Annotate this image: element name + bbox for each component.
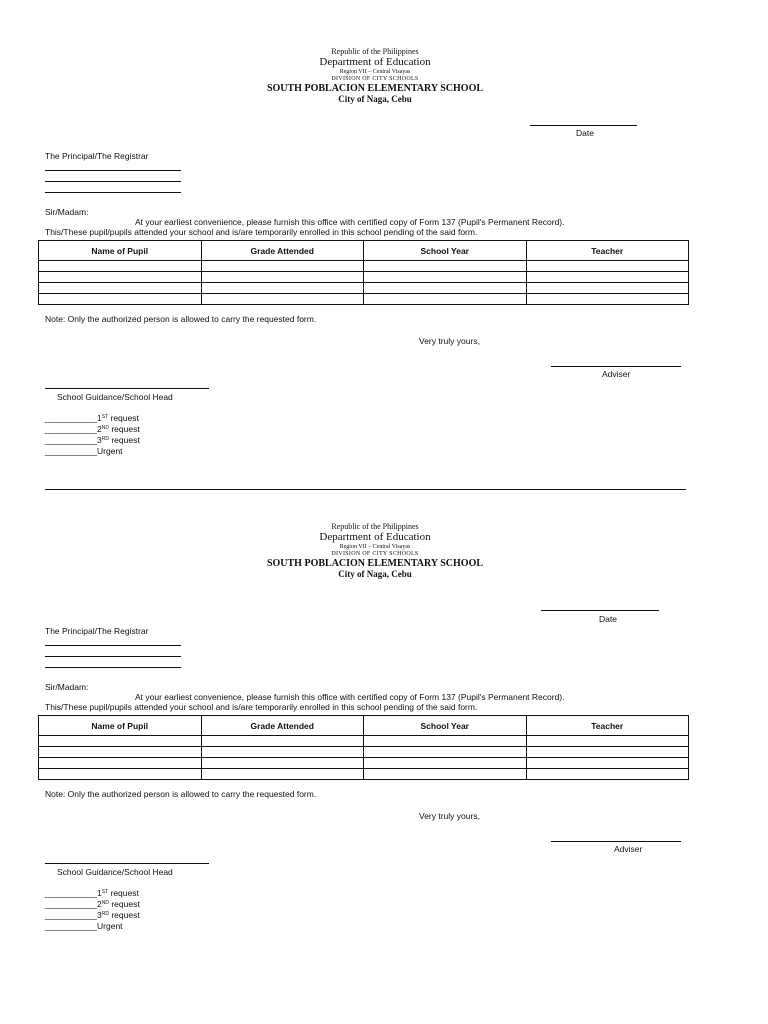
- request-1[interactable]: ___________1ST request: [45, 413, 139, 423]
- body-line-1: At your earliest convenience, please furnish this office with certified copy of Form 137 (Pupil's Permanent Record).: [135, 217, 565, 227]
- request-urgent[interactable]: ___________Urgent: [45, 446, 123, 456]
- header-school: SOUTH POBLACION ELEMENTARY SCHOOL: [266, 83, 484, 94]
- addressee-line-2[interactable]: [45, 656, 181, 657]
- request-1-sup: ST: [101, 414, 109, 420]
- guidance-label: School Guidance/School Head: [57, 392, 173, 402]
- table-cell[interactable]: [39, 261, 202, 272]
- header-school: SOUTH POBLACION ELEMENTARY SCHOOL: [266, 558, 484, 569]
- col-grade-attended: Grade Attended: [201, 241, 364, 261]
- adviser-signature-line[interactable]: [551, 841, 681, 842]
- request-2-text: request: [108, 424, 140, 434]
- request-1-num: 1: [97, 888, 102, 898]
- adviser-label: Adviser: [602, 369, 631, 379]
- table-row[interactable]: [39, 769, 689, 780]
- table-row[interactable]: [39, 272, 689, 283]
- table-row[interactable]: [39, 283, 689, 294]
- request-urgent[interactable]: ___________Urgent: [45, 921, 123, 931]
- body-paragraph: [45, 217, 705, 237]
- request-urgent-text: Urgent: [97, 921, 123, 931]
- table-cell[interactable]: [364, 758, 527, 769]
- table-row[interactable]: [39, 758, 689, 769]
- col-name-of-pupil: Name of Pupil: [39, 241, 202, 261]
- addressee-line-3[interactable]: [45, 192, 181, 193]
- table-row[interactable]: [39, 747, 689, 758]
- pupils-table: [38, 715, 689, 780]
- date-blank[interactable]: [541, 610, 659, 611]
- addressee-line-3[interactable]: [45, 667, 181, 668]
- pupils-table: [38, 240, 689, 305]
- request-1-text: request: [108, 888, 139, 898]
- table-cell[interactable]: [364, 747, 527, 758]
- table-cell[interactable]: [39, 272, 202, 283]
- table-cell[interactable]: [364, 294, 527, 305]
- request-2-text: request: [108, 899, 140, 909]
- body-line-2: This/These pupil/pupils attended your school and is/are temporarily enrolled in this school pending of the said form.: [45, 227, 478, 237]
- table-cell[interactable]: [39, 769, 202, 780]
- request-1[interactable]: ___________1ST request: [45, 888, 139, 898]
- table-cell[interactable]: [526, 261, 689, 272]
- request-3-text: request: [108, 910, 140, 920]
- request-1-num: 1: [97, 413, 102, 423]
- addressee: The Principal/The Registrar: [45, 626, 149, 636]
- date-label: Date: [599, 614, 617, 624]
- header-department: Department of Education: [319, 56, 431, 68]
- table-cell[interactable]: [526, 294, 689, 305]
- table-cell[interactable]: [364, 272, 527, 283]
- note: Note: Only the authorized person is allowed to carry the requested form.: [45, 789, 317, 799]
- closing: Very truly yours,: [419, 811, 480, 821]
- salutation: Sir/Madam:: [45, 207, 89, 217]
- request-1-sup: ST: [101, 889, 109, 895]
- addressee-line-2[interactable]: [45, 181, 181, 182]
- request-2-num: 2: [97, 899, 102, 909]
- table-cell[interactable]: [364, 283, 527, 294]
- table-cell[interactable]: [364, 261, 527, 272]
- table-cell[interactable]: [526, 272, 689, 283]
- table-header-row: [39, 716, 689, 736]
- table-row[interactable]: [39, 736, 689, 747]
- guidance-signature-line[interactable]: [45, 863, 209, 864]
- header-division: DIVISION OF CITY SCHOOLS: [331, 551, 419, 557]
- body-paragraph: [45, 692, 705, 712]
- request-3-sup: RD: [101, 911, 109, 917]
- col-school-year: School Year: [364, 241, 527, 261]
- request-2-sup: ND: [101, 425, 109, 431]
- adviser-label: Adviser: [614, 844, 643, 854]
- body-line-2: This/These pupil/pupils attended your school and is/are temporarily enrolled in this school pending of the said form.: [45, 702, 478, 712]
- table-cell[interactable]: [526, 769, 689, 780]
- addressee-line-1[interactable]: [45, 170, 181, 171]
- table-cell[interactable]: [201, 736, 364, 747]
- header-region: Region VII – Central Visayas: [339, 69, 411, 75]
- table-cell[interactable]: [201, 769, 364, 780]
- addressee-line-1[interactable]: [45, 645, 181, 646]
- request-3-sup: RD: [101, 436, 109, 442]
- table-row[interactable]: [39, 261, 689, 272]
- table-cell[interactable]: [39, 283, 202, 294]
- col-grade-attended: Grade Attended: [201, 716, 364, 736]
- request-2[interactable]: ___________2ND request: [45, 899, 140, 909]
- table-cell[interactable]: [526, 747, 689, 758]
- table-cell[interactable]: [39, 758, 202, 769]
- table-cell[interactable]: [201, 747, 364, 758]
- closing: Very truly yours,: [419, 336, 480, 346]
- col-teacher: Teacher: [526, 241, 689, 261]
- header-republic: Republic of the Philippines: [331, 47, 419, 56]
- request-3[interactable]: ___________3RD request: [45, 910, 140, 920]
- request-3-num: 3: [97, 910, 102, 920]
- table-cell[interactable]: [364, 769, 527, 780]
- table-cell[interactable]: [526, 758, 689, 769]
- col-name-of-pupil: Name of Pupil: [39, 716, 202, 736]
- table-cell[interactable]: [201, 294, 364, 305]
- table-cell[interactable]: [201, 261, 364, 272]
- request-3[interactable]: ___________3RD request: [45, 435, 140, 445]
- header-department: Department of Education: [319, 531, 431, 543]
- request-urgent-text: Urgent: [97, 446, 123, 456]
- table-row[interactable]: [39, 294, 689, 305]
- request-form-1: [0, 0, 768, 470]
- table-cell[interactable]: [39, 294, 202, 305]
- table-header-row: [39, 241, 689, 261]
- header-region: Region VII – Central Visayas: [339, 544, 411, 550]
- table-cell[interactable]: [201, 283, 364, 294]
- table-cell[interactable]: [39, 747, 202, 758]
- adviser-signature-line[interactable]: [551, 366, 681, 367]
- header-division: DIVISION OF CITY SCHOOLS: [331, 76, 419, 82]
- request-3-num: 3: [97, 435, 102, 445]
- table-cell[interactable]: [526, 283, 689, 294]
- request-2-sup: ND: [101, 900, 109, 906]
- date-blank[interactable]: [530, 125, 637, 126]
- date-label: Date: [576, 128, 594, 138]
- table-cell[interactable]: [364, 736, 527, 747]
- request-2[interactable]: ___________2ND request: [45, 424, 140, 434]
- request-form-2: [0, 475, 768, 945]
- header-city: City of Naga, Cebu: [338, 569, 412, 579]
- table-cell[interactable]: [201, 758, 364, 769]
- request-1-text: request: [108, 413, 139, 423]
- note: Note: Only the authorized person is allowed to carry the requested form.: [45, 314, 317, 324]
- guidance-signature-line[interactable]: [45, 388, 209, 389]
- request-3-text: request: [108, 435, 140, 445]
- header-republic: Republic of the Philippines: [331, 522, 419, 531]
- table-cell[interactable]: [526, 736, 689, 747]
- addressee: The Principal/The Registrar: [45, 151, 149, 161]
- salutation: Sir/Madam:: [45, 682, 89, 692]
- table-cell[interactable]: [39, 736, 202, 747]
- col-teacher: Teacher: [526, 716, 689, 736]
- guidance-label: School Guidance/School Head: [57, 867, 173, 877]
- request-2-num: 2: [97, 424, 102, 434]
- table-cell[interactable]: [201, 272, 364, 283]
- body-line-1: At your earliest convenience, please furnish this office with certified copy of Form 137 (Pupil's Permanent Record).: [135, 692, 565, 702]
- col-school-year: School Year: [364, 716, 527, 736]
- header-city: City of Naga, Cebu: [338, 94, 412, 104]
